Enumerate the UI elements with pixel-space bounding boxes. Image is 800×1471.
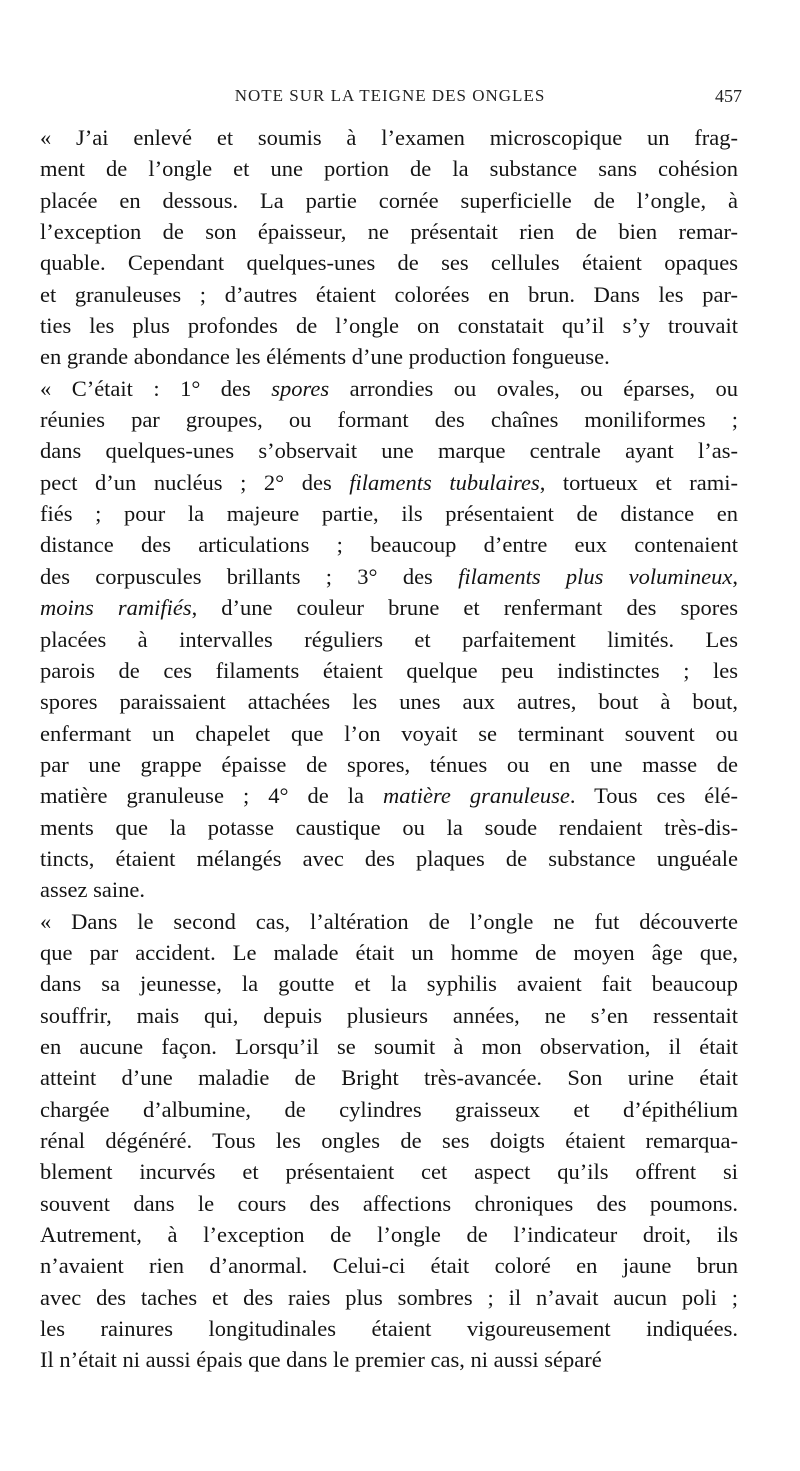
text-segment: , tortueux et rami- — [539, 469, 738, 495]
text-line: souffrir, mais qui, depuis plusieurs années, ne s’en ressentait — [40, 1002, 738, 1028]
text-line: souvent dans le cours des affections chroniques des poumons. — [40, 1190, 738, 1216]
italic-term: spores — [271, 375, 330, 401]
text-line: en grande abondance les éléments d’une production fongueuse. — [40, 344, 610, 370]
text-line: quable. Cependant quelques-unes de ses cellules étaient opaques — [40, 250, 738, 276]
text-line: Autrement, à l’exception de l’ongle de l’indicateur droit, ils — [40, 1222, 738, 1248]
italic-term: filaments tubulaires — [349, 469, 540, 495]
text-line: l’exception de son épaisseur, ne présentait rien de bien remar- — [40, 219, 738, 245]
text-segment: arrondies ou ovales, ou éparses, ou — [329, 375, 738, 401]
text-line: ties les plus profondes de l’ongle on constatait qu’il s’y trouvait — [40, 313, 738, 339]
text-line — [40, 592, 738, 623]
text-line — [40, 780, 738, 811]
text-line: placée en dessous. La partie cornée superficielle de l’ongle, à — [40, 187, 738, 213]
italic-term: filaments plus volumineux — [458, 563, 733, 589]
text-line: par une grappe épaisse de spores, ténues ou en une masse de — [40, 751, 738, 777]
text-line: placées à intervalles réguliers et parfaitement limités. Les — [40, 626, 738, 652]
text-line: spores paraissaient attachées les unes aux autres, bout à bout, — [40, 689, 738, 715]
page-number: 457 — [715, 86, 742, 106]
text-line: ment de l’ongle et une portion de la substance sans cohésion — [40, 156, 738, 182]
running-head — [40, 86, 740, 112]
text-line: Il n’était ni aussi épais que dans le premier cas, ni aussi séparé — [40, 1347, 602, 1373]
text-line: parois de ces filaments étaient quelque peu indistinctes ; les — [40, 657, 738, 683]
italic-term: moins ramifiés — [40, 595, 192, 621]
text-line: atteint d’une maladie de Bright très-avancée. Son urine était — [40, 1065, 738, 1091]
text-line: en aucune façon. Lorsqu’il se soumit à mon observation, il était — [40, 1033, 738, 1059]
text-line: fiés ; pour la majeure partie, ils présentaient de distance en — [40, 501, 738, 527]
text-line: blement incurvés et présentaient cet aspect qu’ils offrent si — [40, 1159, 738, 1185]
text-line: les rainures longitudinales étaient vigoureusement indiquées. — [40, 1316, 738, 1342]
text-line — [40, 467, 738, 498]
italic-term: matière granuleuse — [382, 783, 570, 809]
text-line: distance des articulations ; beaucoup d’entre eux contenaient — [40, 532, 738, 558]
text-line: rénal dégénéré. Tous les ongles de ses doigts étaient remarqua- — [40, 1128, 738, 1153]
text-segment: « C’était : 1° des — [40, 375, 272, 401]
body-text — [40, 122, 738, 1376]
running-head-title: NOTE SUR LA TEIGNE DES ONGLES — [234, 86, 546, 105]
text-line: n’avaient rien d’anormal. Celui-ci était coloré en jaune brun — [40, 1253, 738, 1279]
text-segment: des corpuscules brillants ; 3° des — [40, 563, 459, 589]
text-line: dans sa jeunesse, la goutte et la syphilis avaient fait beaucoup — [40, 971, 738, 997]
text-line: avec des taches et des raies plus sombres ; il n’avait aucun poli ; — [40, 1284, 738, 1310]
text-line: « J’ai enlevé et soumis à l’examen microscopique un frag- — [40, 125, 738, 150]
text-line: que par accident. Le malade était un homme de moyen âge que, — [40, 939, 738, 965]
text-line: tincts, étaient mélangés avec des plaques de substance unguéale — [40, 845, 738, 871]
text-line: enfermant un chapelet que l’on voyait se terminant souvent ou — [40, 720, 738, 746]
text-segment: matière granuleuse ; 4° de la — [40, 783, 383, 809]
text-segment: , — [732, 563, 738, 589]
text-line: assez saine. — [40, 877, 145, 903]
text-line — [40, 561, 738, 592]
text-line: chargée d’albumine, de cylindres graisseux et d’épithélium — [40, 1096, 738, 1122]
text-line: réunies par groupes, ou formant des chaînes moniliformes ; — [40, 407, 738, 433]
text-line: ments que la potasse caustique ou la soude rendaient très-dis- — [40, 814, 738, 840]
text-line: dans quelques-unes s’observait une marque centrale ayant l’as- — [40, 438, 738, 464]
text-segment: . Tous ces élé- — [569, 783, 738, 809]
text-line: « Dans le second cas, l’altération de l’ongle ne fut découverte — [40, 908, 738, 934]
text-segment: pect d’un nucléus ; 2° des — [40, 469, 350, 495]
text-line — [40, 373, 738, 404]
text-segment: , d’une couleur brune et renfermant des spores — [191, 595, 738, 621]
text-line: et granuleuses ; d’autres étaient colorées en brun. Dans les par- — [40, 281, 738, 307]
